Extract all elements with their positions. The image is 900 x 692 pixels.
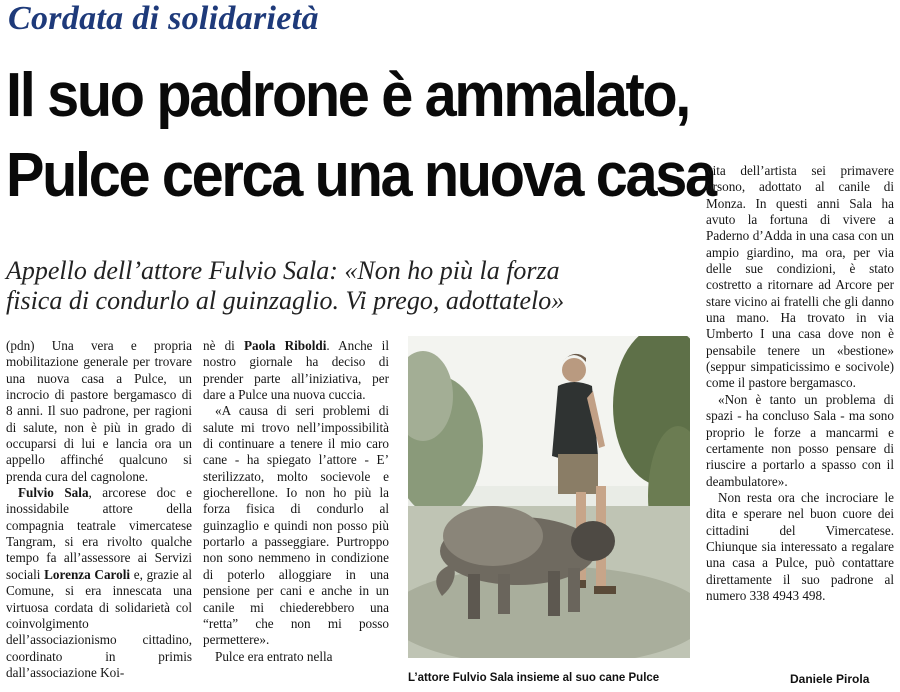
- photo-caption: L’attore Fulvio Sala insieme al suo cane Pulce: [408, 672, 660, 684]
- col2-text: . Anche il nostro giornale ha deciso di prender parte all’iniziativa, per dare a Pulce una nuova cuccia.: [203, 338, 389, 403]
- subhead-line-1: Appello dell’attore Fulvio Sala: «Non ho più la forza: [6, 256, 560, 285]
- col3-paragraph-2: «Non è tanto un problema di spazi - ha concluso Sala - ma sono proprio le forze a mancarmi e certamente non posso pensare di riuscire a portarlo a spasso con il deambulatore».: [706, 391, 894, 489]
- article-photo: [408, 336, 690, 658]
- col1-text: e, grazie al Comune, si era innescata una virtuosa cordata di solidarietà col coinvolgimento dell’associazionismo cittadino, coordinato in primis dall’associazione Koi-: [6, 566, 192, 680]
- headline-line-1: Il suo padrone è ammalato,: [6, 61, 689, 130]
- section-kicker: Cordata di solidarietà: [8, 0, 319, 37]
- col3-paragraph-1: vita dell’artista sei primavere orsono, adottato al canile di Monza. In questi anni Sala ha avuto la fortuna di vivere a Paderno d’Adda in una casa con un ampio giardino, ma ora, per via delle sue condizioni, è stato costretto a ritornare ad Arcore per stare vicino ai fratelli che gli danno una mano. Ha trovato in via Umberto I una casa dove non è pensabile tenere un «bestione» (seppur simpaticissimo e socivole) come il pastore bergamasco.: [706, 163, 894, 391]
- article-column-3: [706, 163, 894, 604]
- col2-paragraph-2: «A causa di seri problemi di salute mi trovo nell’impossibilità di continuare a tenere il mio caro cane - ha spiegato l’attore - E’ sterilizzato, molto socievole e giocherellone. Io non ho più la forza fisica di condurlo al guinzaglio e quindi non posso più portarlo a passeggiare. Purtroppo non sono nemmeno in condizione di poterlo alloggiare in una pensione per cani e anche in un canile mi chiederebbero una “retta” che non mi posso permettere».: [203, 403, 389, 648]
- col3-paragraph-3: Non resta ora che incrociare le dita e sperare nel buon cuore dei cittadini del Vimercatese. Chiunque sia interessato a regalare una casa a Pulce, può contattare direttamente il suo padrone al numero 338 4943 498.: [706, 489, 894, 603]
- col2-paragraph-3: Pulce era entrato nella: [215, 648, 333, 664]
- headline-line-2: Pulce cerca una nuova casa: [6, 141, 715, 210]
- col1-paragraph-1: (pdn) Una vera e propria mobilitazione generale per trovare una nuova casa a Pulce, un incrocio di pastore bergamasco di 8 anni. Il suo padrone, per ragioni di salute, non è più in grado di occuparsi di lui e lancia ora un appello affinché qualcuno si prenda cura del cagnolone.: [6, 338, 192, 484]
- col1-text: , arcorese doc e inossidabile attore della compagnia teatrale vimercatese Tangram, si era rivolto qualche tempo fa all’assessore ai Servizi sociali: [6, 485, 192, 582]
- person-name: Lorenza Caroli: [44, 566, 131, 582]
- person-name: Paola Riboldi: [243, 338, 327, 353]
- col2-text: nè di: [203, 338, 244, 353]
- article-column-1: [6, 338, 192, 681]
- article-subheadline: [6, 256, 696, 316]
- subhead-line-2: fisica di condurlo al guinzaglio. Vi prego, adottatelo»: [6, 286, 565, 315]
- photo-man-with-dog: [408, 336, 690, 658]
- person-name: Fulvio Sala: [18, 485, 89, 501]
- article-column-2: [203, 338, 389, 665]
- col1-paragraph-2: [6, 485, 192, 681]
- author-signature: Daniele Pirola: [790, 672, 870, 686]
- col2-paragraph-1: [203, 338, 389, 403]
- article-headline: [6, 56, 715, 216]
